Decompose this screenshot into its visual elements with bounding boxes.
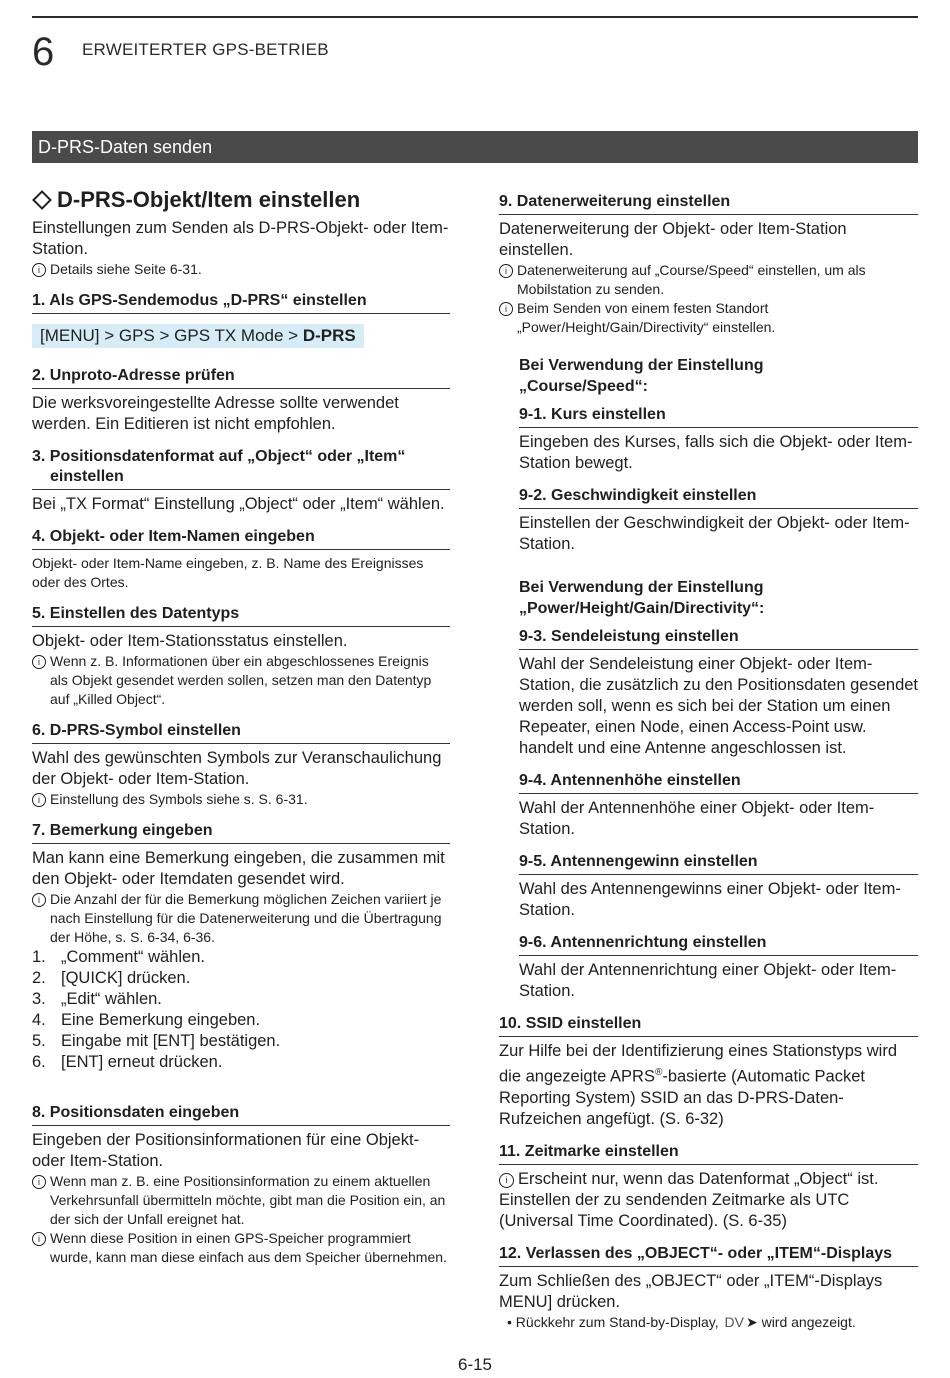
step-text: Bei „TX Format“ Einstellung „Object“ oder „Item“ wählen.: [32, 495, 445, 513]
step-heading: 6. D-PRS-Symbol einstellen: [32, 721, 450, 744]
step-heading: 1. Als GPS-Sendemodus „D-PRS“ einstellen: [32, 291, 450, 314]
right-column: [499, 186, 918, 1332]
step-heading: 4. Objekt- oder Item-Namen eingeben: [32, 527, 450, 550]
step-heading: 9-1. Kurs einstellen: [519, 405, 918, 428]
list-item: 6. [ENT] erneut drücken.: [32, 1053, 223, 1071]
step-heading: 9-5. Antennengewinn einstellen: [519, 852, 918, 875]
step-heading: 10. SSID einstellen: [499, 1014, 918, 1037]
intro-text: Einstellungen zum Senden als D-PRS-Objekt- oder Item-Station.: [32, 219, 449, 258]
note: i Details siehe Seite 6-31.: [32, 260, 450, 279]
step-heading: 9. Datenerweiterung einstellen: [499, 192, 918, 215]
step-text: Einstellen der Geschwindigkeit der Objekt- oder Item- Station.: [519, 514, 910, 553]
section-bar: D-PRS-Daten senden: [32, 131, 918, 163]
info-icon: i: [32, 1175, 46, 1189]
step-text: Datenerweiterung der Objekt- oder Item-Station einstellen.: [499, 220, 847, 259]
step-text: i Erscheint nur, wenn das Datenformat „Object“ ist. Einstellen der zu sendenden Zeitmarke als UTC (Universal Time Coordinated). (S. 6-35): [499, 1169, 879, 1230]
info-icon: i: [32, 263, 46, 277]
step-text: Wahl des gewünschten Symbols zur Veranschaulichung der Objekt- oder Item-Station.: [32, 749, 442, 788]
info-icon: i: [32, 793, 46, 807]
step-text: Objekt- oder Item-Stationsstatus einstellen.: [32, 632, 348, 650]
step-heading: 5. Einstellen des Datentyps: [32, 604, 450, 627]
info-icon: i: [32, 1232, 46, 1246]
step-text: Wahl der Antennenhöhe einer Objekt- oder Item-Station.: [519, 799, 875, 838]
menu-path: [MENU] > GPS > GPS TX Mode > D-PRS: [32, 324, 364, 348]
list-item: 1. „Comment“ wählen.: [32, 948, 205, 966]
left-column: [32, 186, 450, 1267]
diamond-icon: [32, 190, 52, 210]
chapter-number: 6: [32, 30, 55, 74]
step-text: Zum Schließen des „OBJECT“ oder „ITEM“-Displays MENU] drücken.: [499, 1271, 883, 1311]
comment-steps: [32, 947, 450, 1073]
note: i Wenn man z. B. eine Positionsinformation zu einem aktuellen Verkehrsunfall übermitteln möchte, gibt man die Position ein, an der sich der Unfall ereignet hat.: [32, 1172, 450, 1229]
dv-icon: DV: [724, 1313, 744, 1330]
info-icon: i: [499, 1173, 514, 1188]
step-text: Objekt- oder Item-Name eingeben, z. B. Name des Ereignisses oder des Ortes.: [32, 555, 424, 590]
step-text: Zur Hilfe bei der Identifizierung eines Stationstyps wird die angezeigte APRS®-basierte (Automatic Packet Reporting System) SSID an das D-PRS-Daten-Rufzeichen angefügt. (S. 6-32): [499, 1042, 898, 1128]
gps-arrow-icon: ➤: [745, 1313, 758, 1330]
step-text: Die werksvoreingestellte Adresse sollte verwendet werden. Ein Editieren ist nicht empfohlen.: [32, 394, 399, 433]
page-number: 6-15: [457, 1355, 493, 1374]
note: i Beim Senden von einem festen Standort „Power/Height/Gain/Directivity“ einstellen.: [499, 299, 918, 337]
list-item: 3. „Edit“ wählen.: [32, 990, 162, 1008]
bullet-note: • Rückkehr zum Stand-by-Display, DV ➤ wird angezeigt.: [507, 1313, 856, 1330]
info-icon: i: [499, 302, 513, 316]
main-heading: [32, 186, 450, 214]
note: i Die Anzahl der für die Bemerkung möglichen Zeichen variiert je nach Einstellung für die Datenerweiterung und die Übertragung der Höhe, s. S. 6-34, 6-36.: [32, 890, 450, 947]
step-heading: 9-6. Antennenrichtung einstellen: [519, 933, 918, 956]
step-heading: 7. Bemerkung eingeben: [32, 821, 450, 844]
sub-intro: Bei Verwendung der Einstellung „Power/Height/Gain/Directivity“:: [519, 579, 765, 617]
step-heading: 9-3. Sendeleistung einstellen: [519, 627, 918, 650]
step-heading: 8. Positionsdaten eingeben: [32, 1103, 450, 1126]
step-heading: 12. Verlassen des „OBJECT“- oder „ITEM“-Displays: [499, 1244, 918, 1267]
course-speed-block: [499, 355, 918, 1002]
step-text: Wahl der Antennenrichtung einer Objekt- oder Item-Station.: [519, 961, 897, 1000]
note: i Wenn z. B. Informationen über ein abgeschlossenes Ereignis als Objekt gesendet werden sollen, setzen man den Datentyp auf „Killed Object“.: [32, 652, 450, 709]
list-item: 2. [QUICK] drücken.: [32, 969, 191, 987]
info-icon: i: [32, 655, 46, 669]
step-heading: 3. Positionsdatenformat auf „Object“ oder „Item“ einstellen: [32, 447, 450, 490]
step-text: Wahl der Sendeleistung einer Objekt- oder Item-Station, die zusätzlich zu den Positionsdaten gesendet werden soll, wenn es sich bei der Station um einen Repeater, einen Node, einen Access-Point usw. handelt und eine Antenne angeschlossen ist.: [519, 655, 919, 757]
note: i Wenn diese Position in einen GPS-Speicher programmiert wurde, kann man diese einfach aus dem Speicher übernehmen.: [32, 1229, 450, 1267]
step-heading: 9-2. Geschwindigkeit einstellen: [519, 486, 918, 509]
note: i Einstellung des Symbols siehe s. S. 6-31.: [32, 790, 450, 809]
step-text: Eingeben des Kurses, falls sich die Objekt- oder Item-Station bewegt.: [519, 433, 913, 472]
info-icon: i: [499, 264, 513, 278]
main-heading-text: D-PRS-Objekt/Item einstellen: [57, 187, 361, 212]
sub-intro: Bei Verwendung der Einstellung „Course/Speed“:: [519, 357, 764, 395]
note: i Datenerweiterung auf „Course/Speed“ einstellen, um als Mobilstation zu senden.: [499, 261, 918, 299]
list-item: 4. Eine Bemerkung eingeben.: [32, 1011, 261, 1029]
info-icon: i: [32, 893, 46, 907]
step-heading: 9-4. Antennenhöhe einstellen: [519, 771, 918, 794]
step-text: Wahl des Antennengewinns einer Objekt- oder Item-Station.: [519, 880, 901, 919]
top-rule: [32, 16, 918, 18]
step-heading: 11. Zeitmarke einstellen: [499, 1142, 918, 1165]
step-heading: 2. Unproto-Adresse prüfen: [32, 366, 450, 389]
step-text: Man kann eine Bemerkung eingeben, die zusammen mit den Objekt- oder Itemdaten gesendet wird.: [32, 849, 445, 888]
step-text: Eingeben der Positionsinformationen für eine Objekt- oder Item-Station.: [32, 1131, 420, 1170]
chapter-title: ERWEITERTER GPS-BETRIEB: [82, 40, 329, 59]
list-item: 5. Eingabe mit [ENT] bestätigen.: [32, 1032, 281, 1050]
